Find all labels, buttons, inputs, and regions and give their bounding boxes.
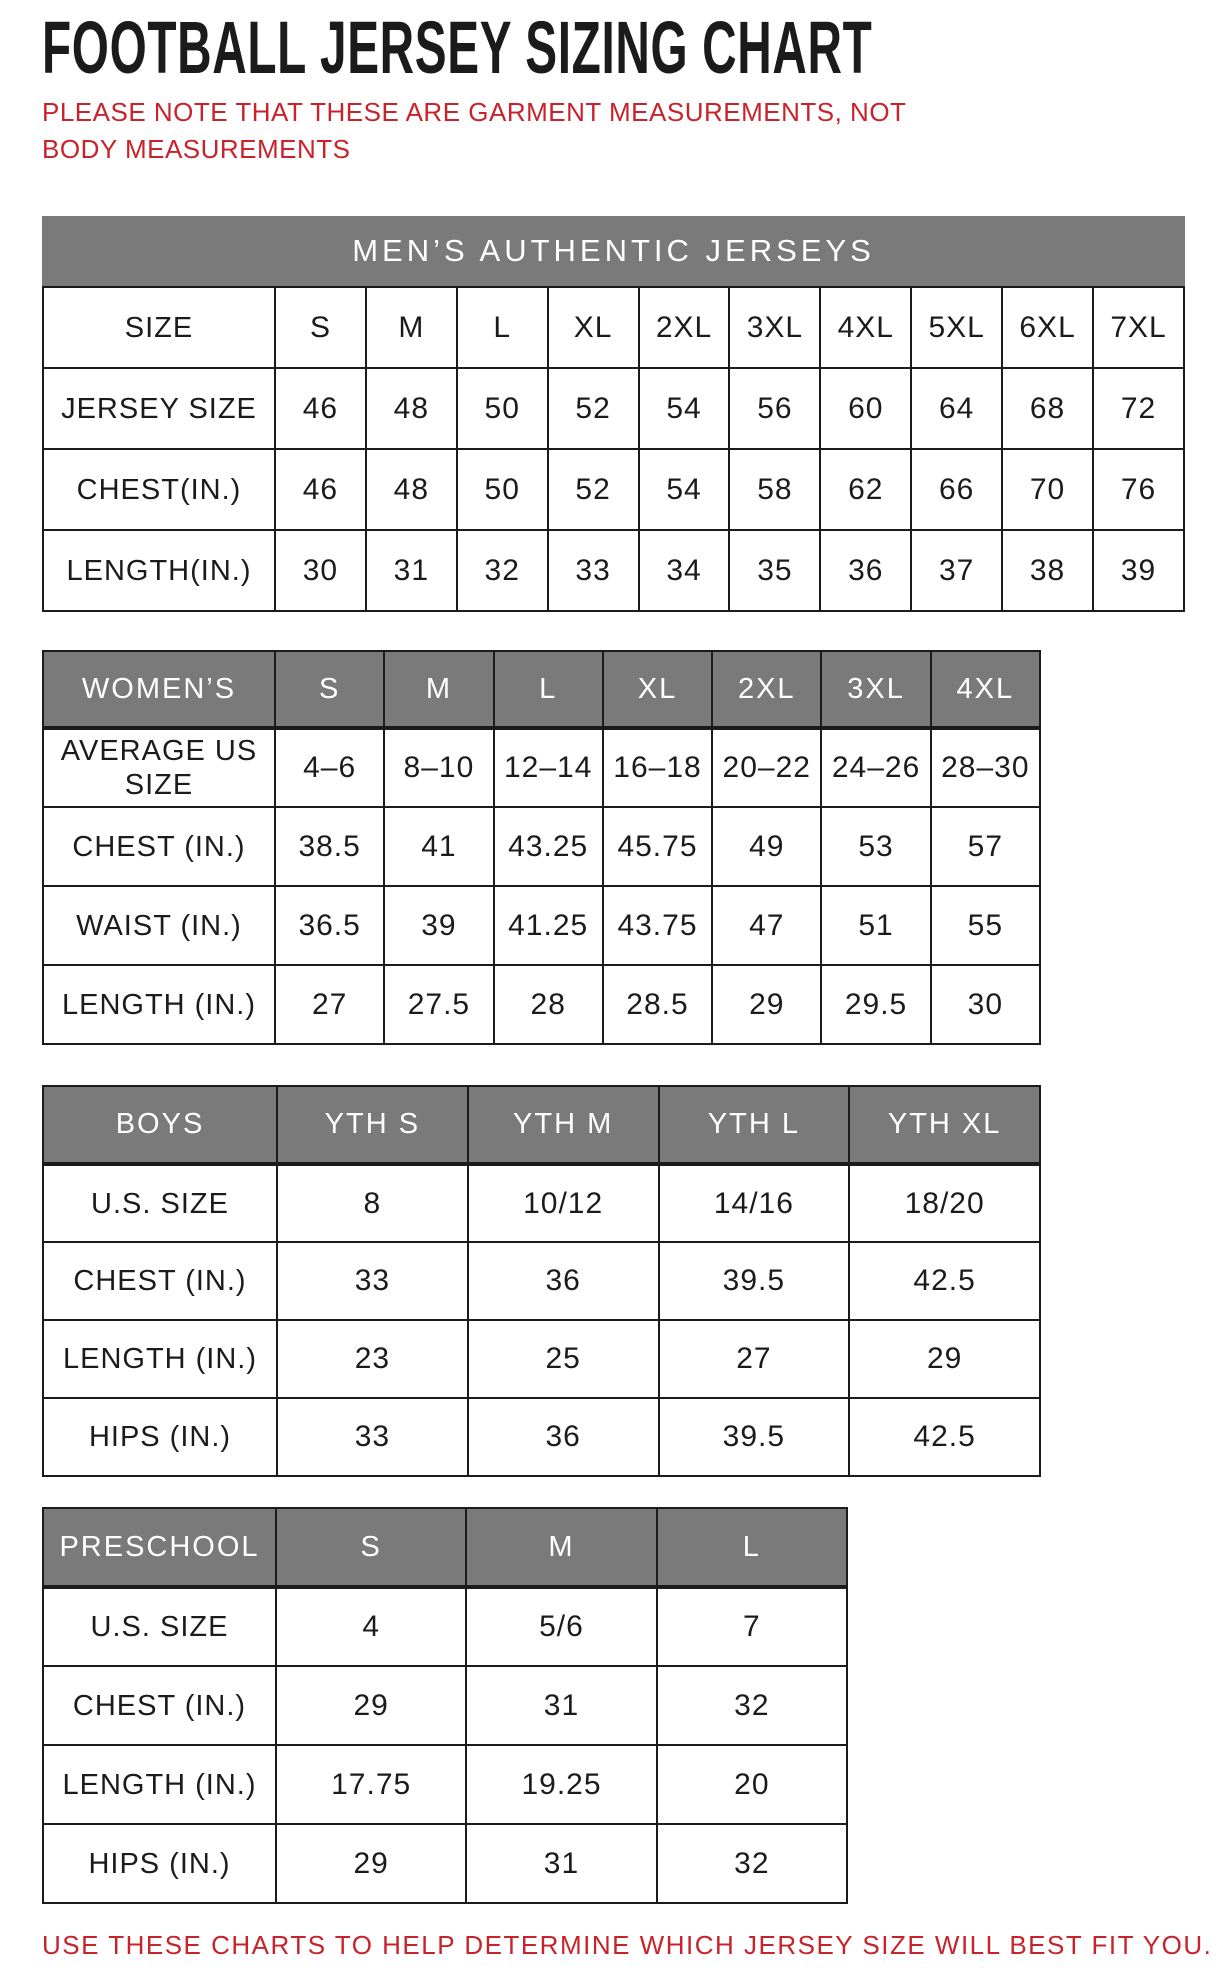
value-cell: 36: [468, 1398, 659, 1476]
value-cell: L: [457, 287, 548, 368]
value-cell: 32: [657, 1666, 847, 1745]
table-row: [43, 1666, 847, 1745]
column-header-cell: YTH L: [659, 1086, 850, 1164]
column-header-cell: M: [384, 651, 493, 728]
value-cell: 60: [820, 368, 911, 449]
row-label-cell: JERSEY SIZE: [43, 368, 275, 449]
table-row: [43, 965, 1040, 1044]
row-label-cell: SIZE: [43, 287, 275, 368]
value-cell: 52: [548, 449, 639, 530]
value-cell: 46: [275, 368, 366, 449]
preschool-table-title-cell: PRESCHOOL: [43, 1508, 276, 1587]
value-cell: 55: [931, 886, 1040, 965]
value-cell: 33: [277, 1242, 468, 1320]
row-label-cell: CHEST (IN.): [43, 1666, 276, 1745]
value-cell: 72: [1093, 368, 1184, 449]
value-cell: 36: [468, 1242, 659, 1320]
value-cell: XL: [548, 287, 639, 368]
value-cell: 23: [277, 1320, 468, 1398]
value-cell: 43.25: [494, 807, 603, 886]
value-cell: 6XL: [1002, 287, 1093, 368]
value-cell: 50: [457, 368, 548, 449]
column-header-cell: M: [466, 1508, 656, 1587]
table-row: [43, 368, 1184, 449]
value-cell: 43.75: [603, 886, 712, 965]
value-cell: 39.5: [659, 1242, 850, 1320]
value-cell: 36: [820, 530, 911, 611]
value-cell: 54: [639, 368, 730, 449]
value-cell: 5/6: [466, 1587, 656, 1666]
value-cell: 35: [729, 530, 820, 611]
value-cell: 17.75: [276, 1745, 466, 1824]
row-label-cell: AVERAGE US SIZE: [43, 728, 275, 807]
value-cell: 28.5: [603, 965, 712, 1044]
column-header-cell: S: [275, 651, 384, 728]
value-cell: 47: [712, 886, 821, 965]
row-label-cell: LENGTH(IN.): [43, 530, 275, 611]
value-cell: 38: [1002, 530, 1093, 611]
column-header-cell: 3XL: [821, 651, 930, 728]
column-header-cell: L: [494, 651, 603, 728]
table-row: [43, 1745, 847, 1824]
value-cell: 29: [276, 1666, 466, 1745]
column-header-cell: YTH XL: [849, 1086, 1040, 1164]
value-cell: 28–30: [931, 728, 1040, 807]
value-cell: 56: [729, 368, 820, 449]
value-cell: 14/16: [659, 1164, 850, 1242]
value-cell: 51: [821, 886, 930, 965]
value-cell: 57: [931, 807, 1040, 886]
value-cell: 33: [548, 530, 639, 611]
row-label-cell: LENGTH (IN.): [43, 1320, 277, 1398]
value-cell: 42.5: [849, 1242, 1040, 1320]
table-row: [43, 530, 1184, 611]
preschool-sizing-table: [42, 1507, 848, 1904]
table-row: [43, 886, 1040, 965]
value-cell: 7XL: [1093, 287, 1184, 368]
value-cell: 66: [911, 449, 1002, 530]
value-cell: 7: [657, 1587, 847, 1666]
footer-note: USE THESE CHARTS TO HELP DETERMINE WHICH JERSEY SIZE WILL BEST FIT YOU.: [42, 1930, 1213, 1960]
preschool-header-row: [43, 1508, 847, 1587]
column-header-cell: 4XL: [931, 651, 1040, 728]
table-row: [43, 449, 1184, 530]
value-cell: 27: [275, 965, 384, 1044]
value-cell: 20–22: [712, 728, 821, 807]
mens-sizing-table: [42, 286, 1185, 612]
boys-sizing-table: [42, 1085, 1041, 1477]
value-cell: 49: [712, 807, 821, 886]
value-cell: 64: [911, 368, 1002, 449]
value-cell: 42.5: [849, 1398, 1040, 1476]
row-label-cell: CHEST(IN.): [43, 449, 275, 530]
womens-header-row: [43, 651, 1040, 728]
value-cell: 41.25: [494, 886, 603, 965]
column-header-cell: YTH M: [468, 1086, 659, 1164]
boys-table-title-cell: BOYS: [43, 1086, 277, 1164]
preschool-section: [42, 1507, 1192, 1904]
value-cell: 31: [466, 1824, 656, 1903]
column-header-cell: L: [657, 1508, 847, 1587]
table-row: [43, 1398, 1040, 1476]
value-cell: 50: [457, 449, 548, 530]
row-label-cell: WAIST (IN.): [43, 886, 275, 965]
value-cell: 39: [1093, 530, 1184, 611]
value-cell: 62: [820, 449, 911, 530]
womens-section: [42, 650, 1192, 1045]
row-label-cell: HIPS (IN.): [43, 1398, 277, 1476]
value-cell: 58: [729, 449, 820, 530]
table-row: [43, 807, 1040, 886]
value-cell: 25: [468, 1320, 659, 1398]
value-cell: 16–18: [603, 728, 712, 807]
row-label-cell: LENGTH (IN.): [43, 1745, 276, 1824]
column-header-cell: 2XL: [712, 651, 821, 728]
value-cell: 12–14: [494, 728, 603, 807]
value-cell: 28: [494, 965, 603, 1044]
value-cell: S: [275, 287, 366, 368]
page-title-text: FOOTBALL JERSEY SIZING CHART: [42, 6, 873, 89]
value-cell: 54: [639, 449, 730, 530]
page-title: [42, 6, 1192, 89]
value-cell: 3XL: [729, 287, 820, 368]
garment-measurements-note: PLEASE NOTE THAT THESE ARE GARMENT MEASUREMENTS, NOT BODY MEASUREMENTS: [42, 97, 906, 164]
value-cell: 33: [277, 1398, 468, 1476]
table-row: [43, 1242, 1040, 1320]
column-header-cell: S: [276, 1508, 466, 1587]
value-cell: 19.25: [466, 1745, 656, 1824]
value-cell: 41: [384, 807, 493, 886]
value-cell: 18/20: [849, 1164, 1040, 1242]
row-label-cell: U.S. SIZE: [43, 1587, 276, 1666]
value-cell: 45.75: [603, 807, 712, 886]
value-cell: 68: [1002, 368, 1093, 449]
womens-table-title-cell: WOMEN’S: [43, 651, 275, 728]
value-cell: 38.5: [275, 807, 384, 886]
table-row: [43, 1587, 847, 1666]
value-cell: 30: [931, 965, 1040, 1044]
value-cell: 37: [911, 530, 1002, 611]
value-cell: 52: [548, 368, 639, 449]
value-cell: 30: [275, 530, 366, 611]
value-cell: 4–6: [275, 728, 384, 807]
row-label-cell: HIPS (IN.): [43, 1824, 276, 1903]
value-cell: 31: [466, 1666, 656, 1745]
value-cell: 39.5: [659, 1398, 850, 1476]
value-cell: 48: [366, 449, 457, 530]
value-cell: 24–26: [821, 728, 930, 807]
value-cell: 4: [276, 1587, 466, 1666]
value-cell: 32: [657, 1824, 847, 1903]
table-row: [43, 287, 1184, 368]
value-cell: 31: [366, 530, 457, 611]
value-cell: 36.5: [275, 886, 384, 965]
table-row: [43, 1164, 1040, 1242]
value-cell: 5XL: [911, 287, 1002, 368]
value-cell: 46: [275, 449, 366, 530]
value-cell: 70: [1002, 449, 1093, 530]
value-cell: 27.5: [384, 965, 493, 1044]
value-cell: M: [366, 287, 457, 368]
row-label-cell: CHEST (IN.): [43, 1242, 277, 1320]
value-cell: 76: [1093, 449, 1184, 530]
row-label-cell: LENGTH (IN.): [43, 965, 275, 1044]
womens-sizing-table: [42, 650, 1041, 1045]
value-cell: 4XL: [820, 287, 911, 368]
row-label-cell: CHEST (IN.): [43, 807, 275, 886]
table-row: [43, 1824, 847, 1903]
value-cell: 8–10: [384, 728, 493, 807]
value-cell: 48: [366, 368, 457, 449]
value-cell: 8: [277, 1164, 468, 1242]
value-cell: 2XL: [639, 287, 730, 368]
value-cell: 34: [639, 530, 730, 611]
table-row: [43, 1320, 1040, 1398]
mens-table-banner: MEN’S AUTHENTIC JERSEYS: [42, 216, 1185, 286]
table-row: [43, 728, 1040, 807]
row-label-cell: U.S. SIZE: [43, 1164, 277, 1242]
value-cell: 53: [821, 807, 930, 886]
value-cell: 39: [384, 886, 493, 965]
value-cell: 10/12: [468, 1164, 659, 1242]
boys-header-row: [43, 1086, 1040, 1164]
value-cell: 32: [457, 530, 548, 611]
value-cell: 29: [849, 1320, 1040, 1398]
column-header-cell: YTH S: [277, 1086, 468, 1164]
column-header-cell: XL: [603, 651, 712, 728]
value-cell: 27: [659, 1320, 850, 1398]
value-cell: 29: [276, 1824, 466, 1903]
value-cell: 20: [657, 1745, 847, 1824]
boys-section: [42, 1085, 1192, 1477]
value-cell: 29.5: [821, 965, 930, 1044]
value-cell: 29: [712, 965, 821, 1044]
mens-authentic-jerseys-section: [42, 216, 1192, 612]
